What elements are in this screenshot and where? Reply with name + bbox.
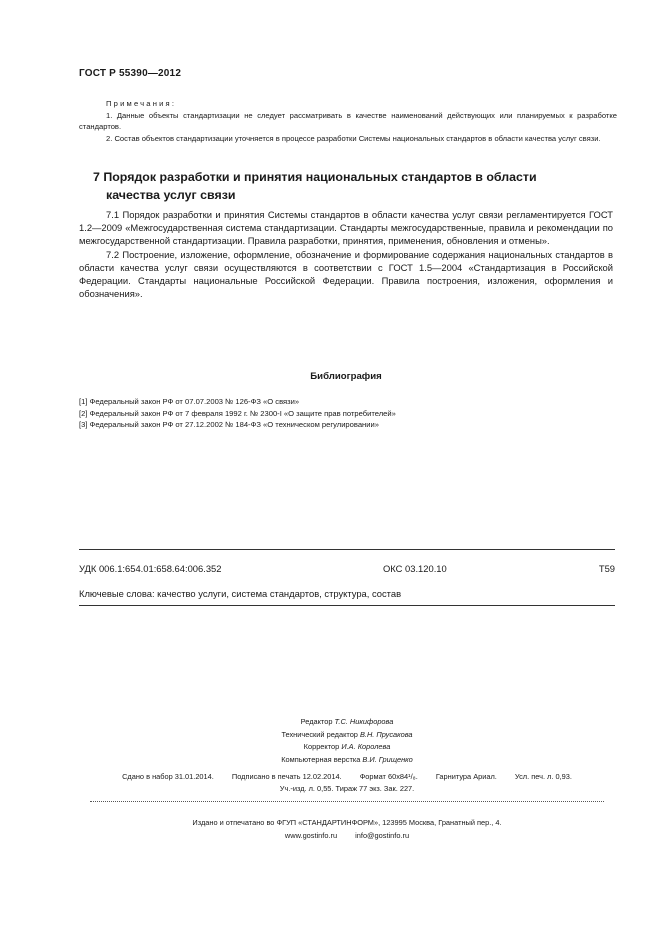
keywords: Ключевые слова: качество услуги, система стандартов, структура, состав — [79, 588, 402, 599]
publisher-block — [79, 816, 615, 842]
imprint-signed: Подписано в печать 12.02.2014. — [231, 772, 342, 781]
publisher-links — [79, 829, 615, 842]
note-item: 2. Состав объектов стандартизации уточняется в процессе разработки Системы национальных стандартов в области качества услуг связи. — [106, 133, 601, 143]
credit-name: В.И. Грищенко — [362, 754, 413, 764]
note-item: 1. Данные объекты стандартизации не следует рассматривать в качестве наименований действующих или планируемых к разработке стандартов. — [79, 110, 617, 131]
credits-block — [79, 716, 615, 766]
imprint-format: Формат 60x84¹/₈. — [359, 772, 418, 781]
credit-line — [79, 716, 615, 729]
section-body — [79, 208, 613, 300]
publisher-email[interactable]: info@gostinfo.ru — [355, 831, 410, 840]
publisher-website[interactable]: www.gostinfo.ru — [284, 831, 338, 840]
okc-code: ОКС 03.120.10 — [383, 563, 447, 574]
credit-line — [79, 741, 615, 754]
notes-label: Примечания: — [106, 99, 177, 108]
imprint-line — [79, 771, 615, 783]
credit-role: Компьютерная верстка — [281, 754, 361, 764]
credit-line — [79, 729, 615, 742]
credit-name: И.А. Королева — [341, 742, 391, 752]
divider-top — [79, 549, 615, 550]
credit-line — [79, 754, 615, 767]
section-heading-line: качества услуг связи — [106, 188, 236, 202]
classification-row — [79, 563, 615, 574]
group-code: Т59 — [598, 563, 615, 574]
imprint-block — [79, 771, 615, 794]
standard-code: ГОСТ Р 55390—2012 — [79, 68, 182, 79]
bibliography-entry: [3] Федеральный закон РФ от 27.12.2002 № 184-ФЗ «О техническом регулировании» — [79, 420, 379, 429]
credit-name: Т.С. Никифорова — [334, 717, 394, 726]
bibliography-entry: [2] Федеральный закон РФ от 7 февраля 1992 г. № 2300-I «О защите прав потребителей» — [79, 408, 396, 418]
credit-name: В.Н. Прусакова — [359, 729, 413, 739]
publisher-line: Издано и отпечатано во ФГУП «СТАНДАРТИНФОРМ», 123995 Москва, Гранатный пер., 4. — [192, 818, 502, 827]
credit-role: Редактор — [300, 717, 333, 726]
paragraph: 7.1 Порядок разработки и принятия Системы стандартов в области качества услуг связи регламентируется ГОСТ 1.2—2009 «Межгосударственная система стандартизации. Стандарты межгосударственные, правила и рекомендации по межгосударственной стандартизации. Правила разработки, принятия, применения, обновления и отмены». — [79, 209, 613, 247]
credit-role: Корректор — [303, 742, 340, 752]
imprint-print-sheets: Усл. печ. л. 0,93. — [514, 772, 572, 781]
paragraph: 7.2 Построение, изложение, оформление, обозначение и формирование содержания национальных стандартов в области качества услуг связи осуществляются в соответствии с ГОСТ 1.5—2004 «Стандартизация в Российской Федерации. Стандарты национальные Российской Федерации. Правила построения, изложения, оформления и обозначения». — [79, 248, 613, 300]
dotted-separator — [90, 801, 604, 802]
imprint-typeface: Гарнитура Ариал. — [435, 772, 497, 781]
imprint-line: Уч.-изд. л. 0,55. Тираж 77 экз. Зак. 227. — [279, 783, 415, 793]
notes-block — [79, 98, 617, 144]
section-heading — [93, 168, 613, 204]
bibliography-entry: [1] Федеральный закон РФ от 07.07.2003 № 126-ФЗ «О связи» — [79, 397, 300, 406]
udk-code: УДК 006.1:654.01:658.64:006.352 — [79, 563, 222, 574]
bibliography-title: Библиография — [310, 371, 382, 382]
section-heading-line: 7 Порядок разработки и принятия национальных стандартов в области — [93, 170, 537, 184]
bibliography-list — [79, 396, 619, 431]
imprint-submitted: Сдано в набор 31.01.2014. — [122, 772, 214, 781]
credit-role: Технический редактор — [281, 729, 358, 739]
divider-bottom — [79, 605, 615, 606]
